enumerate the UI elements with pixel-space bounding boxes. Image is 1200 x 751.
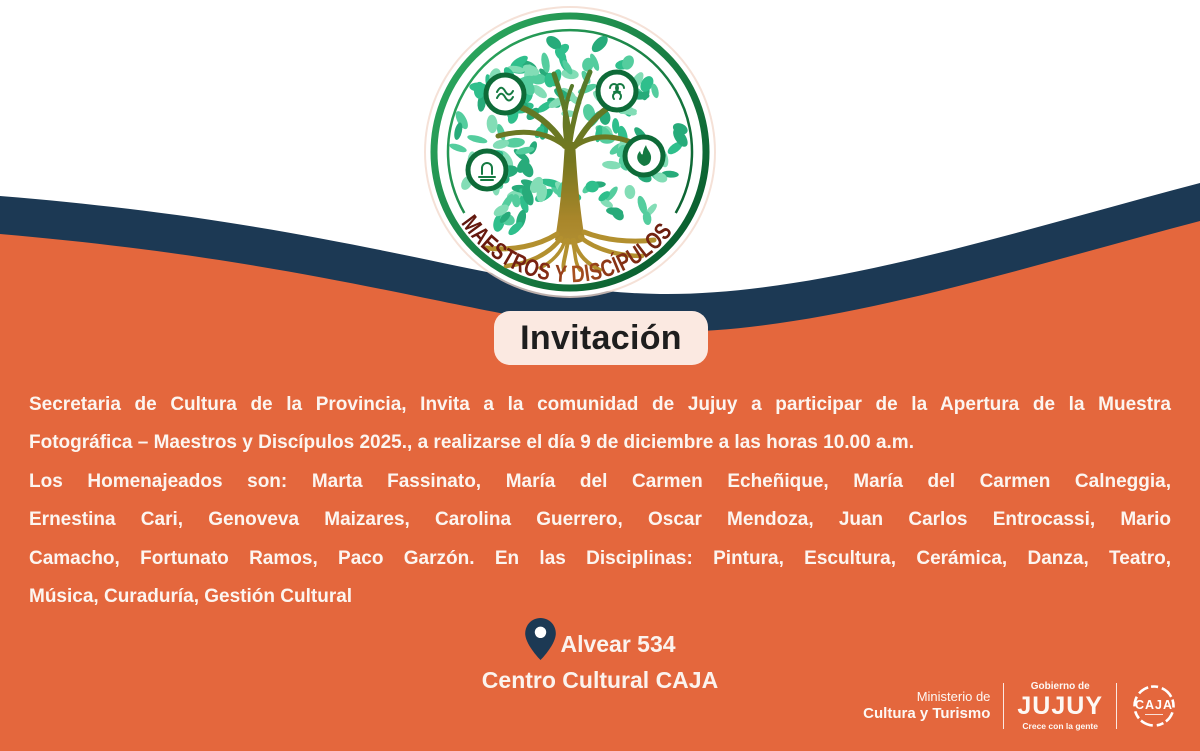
body-line-4: Ernestina Cari, Genoveva Maizares, Carolina Guerrero, Oscar Mendoza, Juan Carlos Entrocassi, Mario <box>29 509 1171 531</box>
air-badge <box>598 72 636 110</box>
gov-wordmark: JUJUY <box>1017 691 1103 720</box>
water-badge <box>486 75 524 113</box>
fire-badge <box>625 137 663 175</box>
body-line-2: Fotográfica – Maestros y Discípulos 2025., a realizarse el día 9 de diciembre a las horas 10.00 a.m. <box>29 432 914 454</box>
footer-divider <box>1003 683 1004 729</box>
ministry-line1: Ministerio de <box>916 688 991 704</box>
body-line-3: Los Homenajeados son: Marta Fassinato, María del Carmen Echeñique, María del Carmen Calneggia, <box>29 470 1171 492</box>
logo-arc-text: MAESTROS Y DISCÍPULOS <box>455 210 681 289</box>
gov-tagline: Crece con la gente <box>1022 720 1098 731</box>
footer-logos <box>863 680 1178 732</box>
caja-label: CAJA <box>1134 698 1174 712</box>
title-box <box>494 311 708 365</box>
location-venue: Centro Cultural CAJA <box>481 667 719 693</box>
body-line-5: Camacho, Fortunato Ramos, Paco Garzón. En las Disciplinas: Pintura, Escultura, Cerámica, Danza, Teatro, <box>29 547 1171 569</box>
ministry-line2: Cultura y Turismo <box>863 704 991 722</box>
body-line-1: Secretaria de Cultura de la Provincia, Invita a la comunidad de Jujuy a participar de la Apertura de la Muestra <box>29 394 1171 415</box>
location-address: Alvear 534 <box>560 631 676 657</box>
caja-badge <box>1130 682 1178 730</box>
invitation-body <box>29 386 1171 616</box>
jujuy-government-logo <box>1017 682 1103 731</box>
maestros-discipulos-logo <box>420 2 720 302</box>
body-line-6: Música, Curaduría, Gestión Cultural <box>29 586 353 608</box>
page-title: Invitación <box>520 318 682 357</box>
location-pin-icon <box>524 617 557 661</box>
earth-badge <box>468 151 506 189</box>
footer-divider <box>1116 683 1117 729</box>
gov-top-label: Gobierno de <box>1030 680 1090 692</box>
ministry-logo <box>863 689 990 724</box>
